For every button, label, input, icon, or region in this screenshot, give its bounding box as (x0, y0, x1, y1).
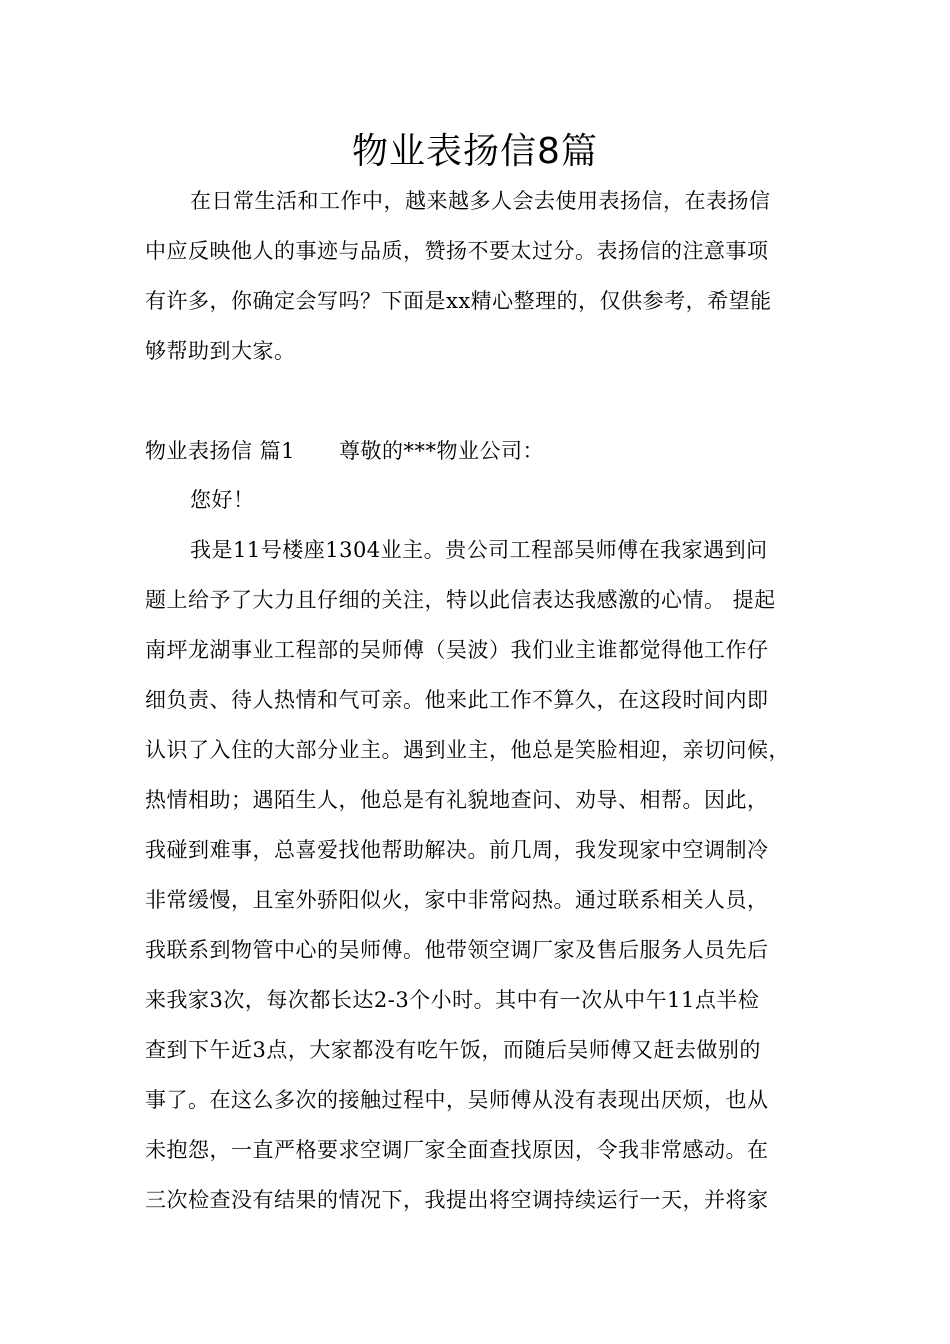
body-line: 我碰到难事，总喜爱找他帮助解决。前几周，我发现家中空调制冷 (145, 838, 769, 862)
body-line: 非常缓慢，且室外骄阳似火，家中非常闷热。通过联系相关人员， (145, 888, 769, 912)
body-line: 热情相助；遇陌生人，他总是有礼貌地查问、劝导、相帮。因此， (145, 788, 769, 812)
salutation: 尊敬的***物业公司： (339, 439, 545, 463)
section-heading-line (145, 436, 544, 466)
body-line: 我联系到物管中心的吴师傅。他带领空调厂家及售后服务人员先后 (145, 938, 769, 962)
body-line: 查到下午近3点，大家都没有吃午饭，而随后吴师傅又赶去做别的 (145, 1038, 761, 1062)
body-line: 南坪龙湖事业工程部的吴师傅（吴波）我们业主谁都觉得他工作仔 (145, 638, 769, 662)
body-line: 来我家3次，每次都长达2-3个小时。其中有一次从中午11点半检 (145, 988, 760, 1012)
body-line: 细负责、待人热情和气可亲。他来此工作不算久，在这段时间内即 (145, 688, 769, 712)
intro-line: 中应反映他人的事迹与品质，赞扬不要太过分。表扬信的注意事项 (145, 239, 769, 263)
intro-line: 在日常生活和工作中，越来越多人会去使用表扬信，在表扬信 (190, 189, 771, 213)
body-line: 未抱怨，一直严格要求空调厂家全面查找原因，令我非常感动。在 (145, 1138, 769, 1162)
intro-line: 有许多，你确定会写吗？下面是xx精心整理的，仅供参考，希望能 (145, 289, 772, 313)
body-line: 认识了入住的大部分业主。遇到业主，他总是笑脸相迎，亲切问候， (145, 738, 790, 762)
document-title: 物业表扬信8篇 (352, 131, 598, 172)
body-line: 事了。在这么多次的接触过程中，吴师傅从没有表现出厌烦，也从 (145, 1088, 769, 1112)
body-line: 三次检查没有结果的情况下，我提出将空调持续运行一天，并将家 (145, 1188, 769, 1212)
body-line: 题上给予了大力且仔细的关注，特以此信表达我感激的心情。 提起 (145, 588, 776, 612)
greeting: 您好！ (190, 488, 255, 512)
body-line: 我是11号楼座1304业主。贵公司工程部吴师傅在我家遇到问 (190, 538, 768, 562)
section-heading: 物业表扬信 篇1 (145, 439, 296, 463)
intro-line: 够帮助到大家。 (145, 339, 296, 363)
